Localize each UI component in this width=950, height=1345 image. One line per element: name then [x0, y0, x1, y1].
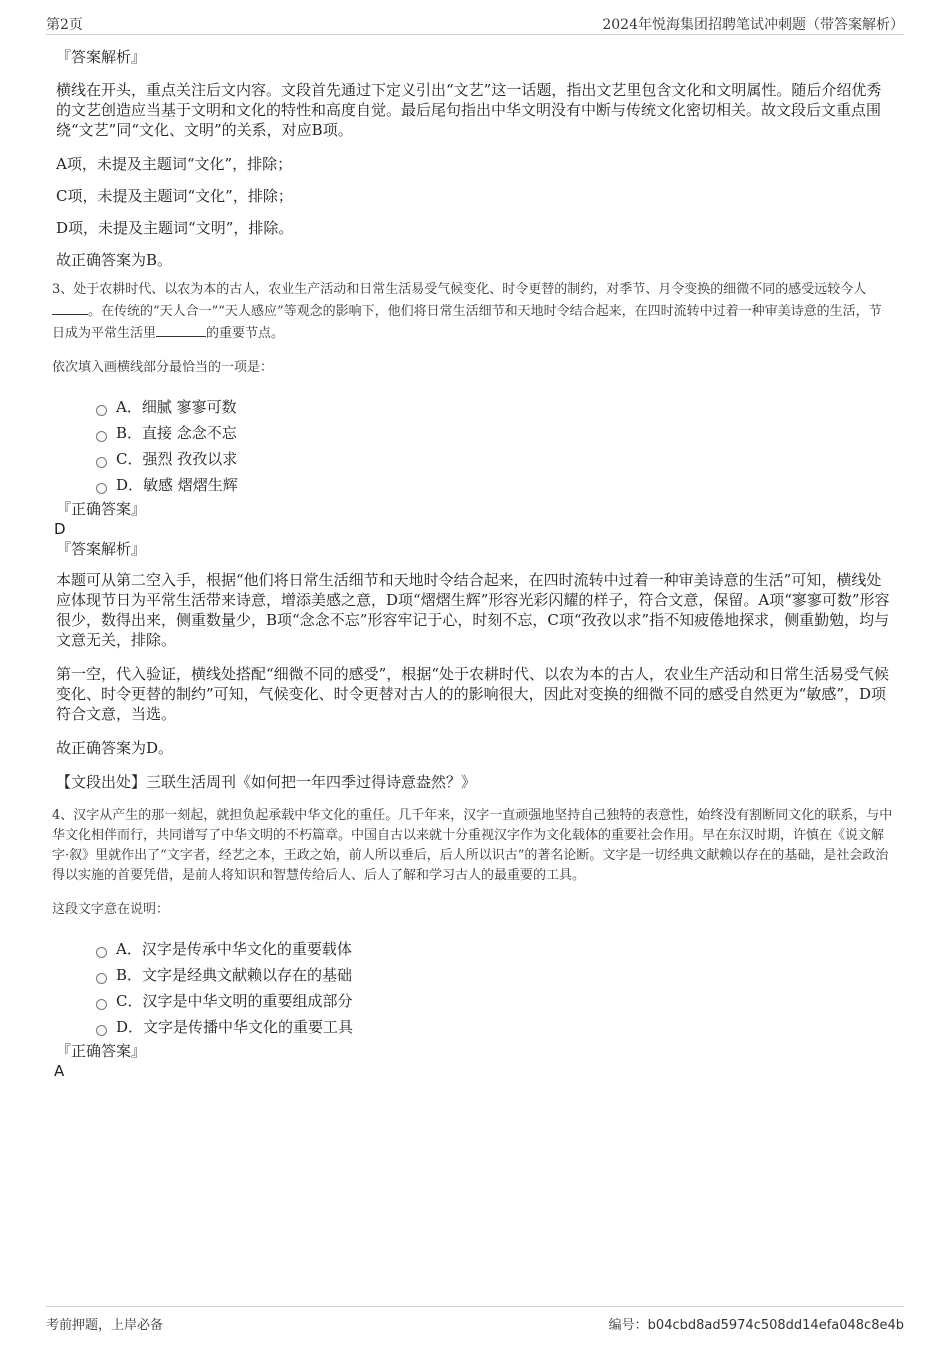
option-d[interactable]: D．敏感 熠熠生辉 [96, 472, 894, 498]
radio-icon[interactable] [96, 405, 107, 416]
correct-answer: A [54, 1062, 65, 1080]
correct-answer-label: 『正确答案』 [56, 1042, 147, 1060]
footer-slogan: 考前押题，上岸必备 [46, 1318, 164, 1333]
radio-icon[interactable] [96, 1025, 107, 1036]
correct-answer: D [54, 520, 66, 538]
question-prompt: 这段文字意在说明： [52, 902, 170, 917]
analysis-conclusion: 故正确答案为D。 [56, 739, 174, 757]
option-c[interactable]: C．强烈 孜孜以求 [96, 446, 894, 472]
radio-icon[interactable] [96, 457, 107, 468]
correct-answer-label: 『正确答案』 [56, 500, 147, 518]
question-prompt: 依次填入画横线部分最恰当的一项是： [52, 360, 274, 375]
analysis-paragraph: A项，未提及主题词“文化”，排除； [56, 155, 293, 173]
analysis-paragraph: C项，未提及主题词“文化”，排除； [56, 187, 293, 205]
radio-icon[interactable] [96, 999, 107, 1010]
analysis-conclusion: 故正确答案为B。 [56, 251, 173, 269]
question-stem: 3、处于农耕时代、以农为本的古人，农业生产活动和日常生活易受气候变化、时令更替的制约，对季节、月令变换的细微不同的感受远较今人。在传统的“天人合一”“天人感应”等观念的影响下，他们将日常生活细节和天地时令结合起来，在四时流转中过着一种审美诗意的生活，节日成为平常生活里 的重要节点。 [52, 282, 882, 341]
page-content [52, 46, 894, 1080]
option-a[interactable]: A．细腻 寥寥可数 [96, 394, 894, 420]
fill-blank [156, 322, 206, 337]
page-number: 第2页 [46, 17, 83, 33]
passage-source: 【文段出处】三联生活周刊《如何把一年四季过得诗意盎然？》 [56, 773, 477, 791]
answer-analysis-label: 『答案解析』 [56, 540, 147, 558]
option-b[interactable]: B．直接 念念不忘 [96, 420, 894, 446]
option-c[interactable]: C．汉字是中华文明的重要组成部分 [96, 988, 894, 1014]
radio-icon[interactable] [96, 431, 107, 442]
analysis-paragraph: D项，未提及主题词“文明”，排除。 [56, 219, 294, 237]
option-list [96, 936, 894, 1040]
page-header [46, 12, 904, 35]
analysis-paragraph: 第一空，代入验证，横线处搭配“细微不同的感受”，根据“处于农耕时代、以农为本的古人，农业生产活动和日常生活易受气候变化、时令更替的制约”可知，气候变化、时令更替对古人的的影响很大，因此对变换的细微不同的感受自然更为“敏感”，D项符合文意，当选。 [56, 665, 890, 723]
page-footer [46, 1306, 904, 1331]
radio-icon[interactable] [96, 483, 107, 494]
radio-icon[interactable] [96, 947, 107, 958]
fill-blank [52, 300, 88, 315]
radio-icon[interactable] [96, 973, 107, 984]
answer-analysis-label: 『答案解析』 [56, 48, 147, 66]
analysis-paragraph: 横线在开头，重点关注后文内容。文段首先通过下定义引出“文艺”这一话题，指出文艺里包含文化和文明属性。随后介绍优秀的文艺创造应当基于文明和文化的特性和高度自觉。最后尾句指出中华文明没有中断与传统文化密切相关。故文段后文重点围绕“文艺”同“文化、文明”的关系，对应B项。 [56, 81, 882, 139]
option-d[interactable]: D．文字是传播中华文化的重要工具 [96, 1014, 894, 1040]
option-b[interactable]: B．文字是经典文献赖以存在的基础 [96, 962, 894, 988]
analysis-paragraph: 本题可从第二空入手，根据“他们将日常生活细节和天地时令结合起来，在四时流转中过着一种审美诗意的生活”可知，横线处应体现节日为平常生活带来诗意，增添美感之意，D项“熠熠生辉”形容光彩闪耀的样子，符合文意，保留。A项“寥寥可数”形容很少，数得出来，侧重数量少，B项“念念不忘”形容牢记于心，时刻不忘，C项“孜孜以求”指不知疲倦地探求，侧重勤勉，均与文意无关，排除。 [56, 571, 890, 649]
document-code: 编号：b04cbd8ad5974c508dd14efa048c8e4b [608, 1318, 904, 1333]
option-list [96, 394, 894, 498]
document-title: 2024年悦海集团招聘笔试冲刺题（带答案解析） [602, 17, 904, 33]
question-stem: 4、汉字从产生的那一刻起，就担负起承载中华文化的重任。几千年来，汉字一直顽强地坚持自己独特的表意性，始终没有割断同文化的联系，与中华文化相伴而行，共同谱写了中华文明的不朽篇章。中国自古以来就十分重视汉字作为文化载体的重要社会作用。早在东汉时期，许慎在《说文解字·叙》里就作出了“文字者，经艺之本，王政之始，前人所以垂后，后人所以识古”的著名论断。文字是一切经典文献赖以存在的基础，是社会政治得以实施的首要凭借，是前人将知识和智慧传给后人、后人了解和学习古人的最重要的工具。 [52, 808, 893, 883]
option-a[interactable]: A．汉字是传承中华文化的重要载体 [96, 936, 894, 962]
